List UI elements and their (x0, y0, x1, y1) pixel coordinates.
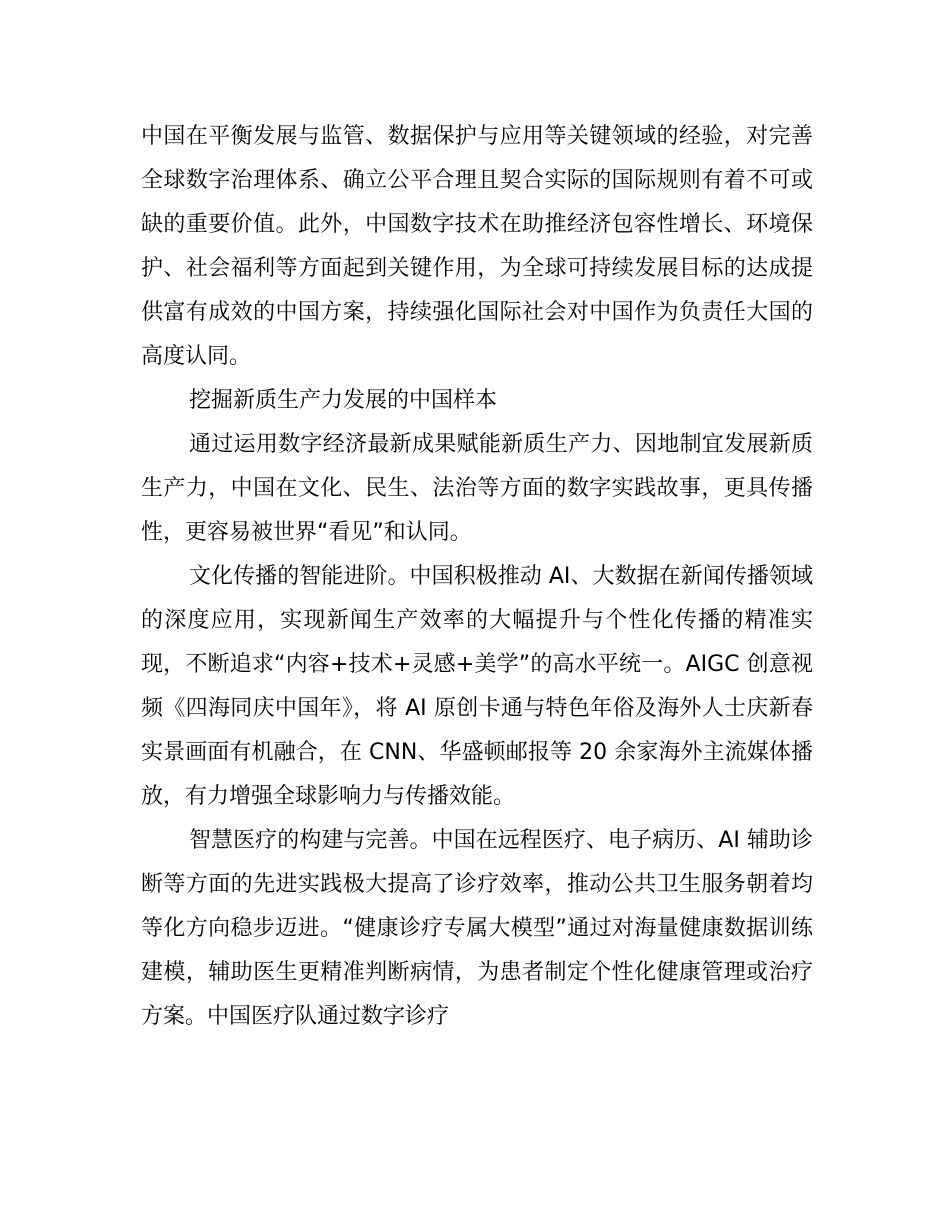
section-heading-new-productivity: 挖掘新质生产力发展的中国样本 (189, 388, 498, 413)
document-body (141, 115, 813, 1039)
paragraph-cultural-communication: 文化传播的智能进阶。中国积极推动 AI、大数据在新闻传播领域的深度应用，实现新闻生产效率的大幅提升与个性化传播的精准实现，不断追求“内容+技术+灵感+美学”的高水平统一。AIGC 创意视频《四海同庆中国年》，将 AI 原创卡通与特色年俗及海外人士庆新春实景画面有机融合，在 CNN、华盛顿邮报等 20 余家海外主流媒体播放，有力增强全球影响力与传播效能。 (141, 564, 813, 809)
paragraph-governance-experience: 中国在平衡发展与监管、数据保护与应用等关键领域的经验，对完善全球数字治理体系、确立公平合理且契合实际的国际规则有着不可或缺的重要价值。此外，中国数字技术在助推经济包容性增长、环境保护、社会福利等方面起到关键作用，为全球可持续发展目标的达成提供富有成效的中国方案，持续强化国际社会对中国作为负责任大国的高度认同。 (141, 124, 813, 369)
paragraph-smart-healthcare: 智慧医疗的构建与完善。中国在远程医疗、电子病历、AI 辅助诊断等方面的先进实践极大提高了诊疗效率，推动公共卫生服务朝着均等化方向稳步迈进。“健康诊疗专属大模型”通过对海量健康数据训练建模，辅助医生更精准判断病情，为患者制定个性化健康管理或治疗方案。中国医疗队通过数字诊疗 (141, 828, 813, 1029)
paragraph-digital-practice: 通过运用数字经济最新成果赋能新质生产力、因地制宜发展新质生产力，中国在文化、民生、法治等方面的数字实践故事，更具传播性，更容易被世界“看见”和认同。 (141, 432, 813, 545)
